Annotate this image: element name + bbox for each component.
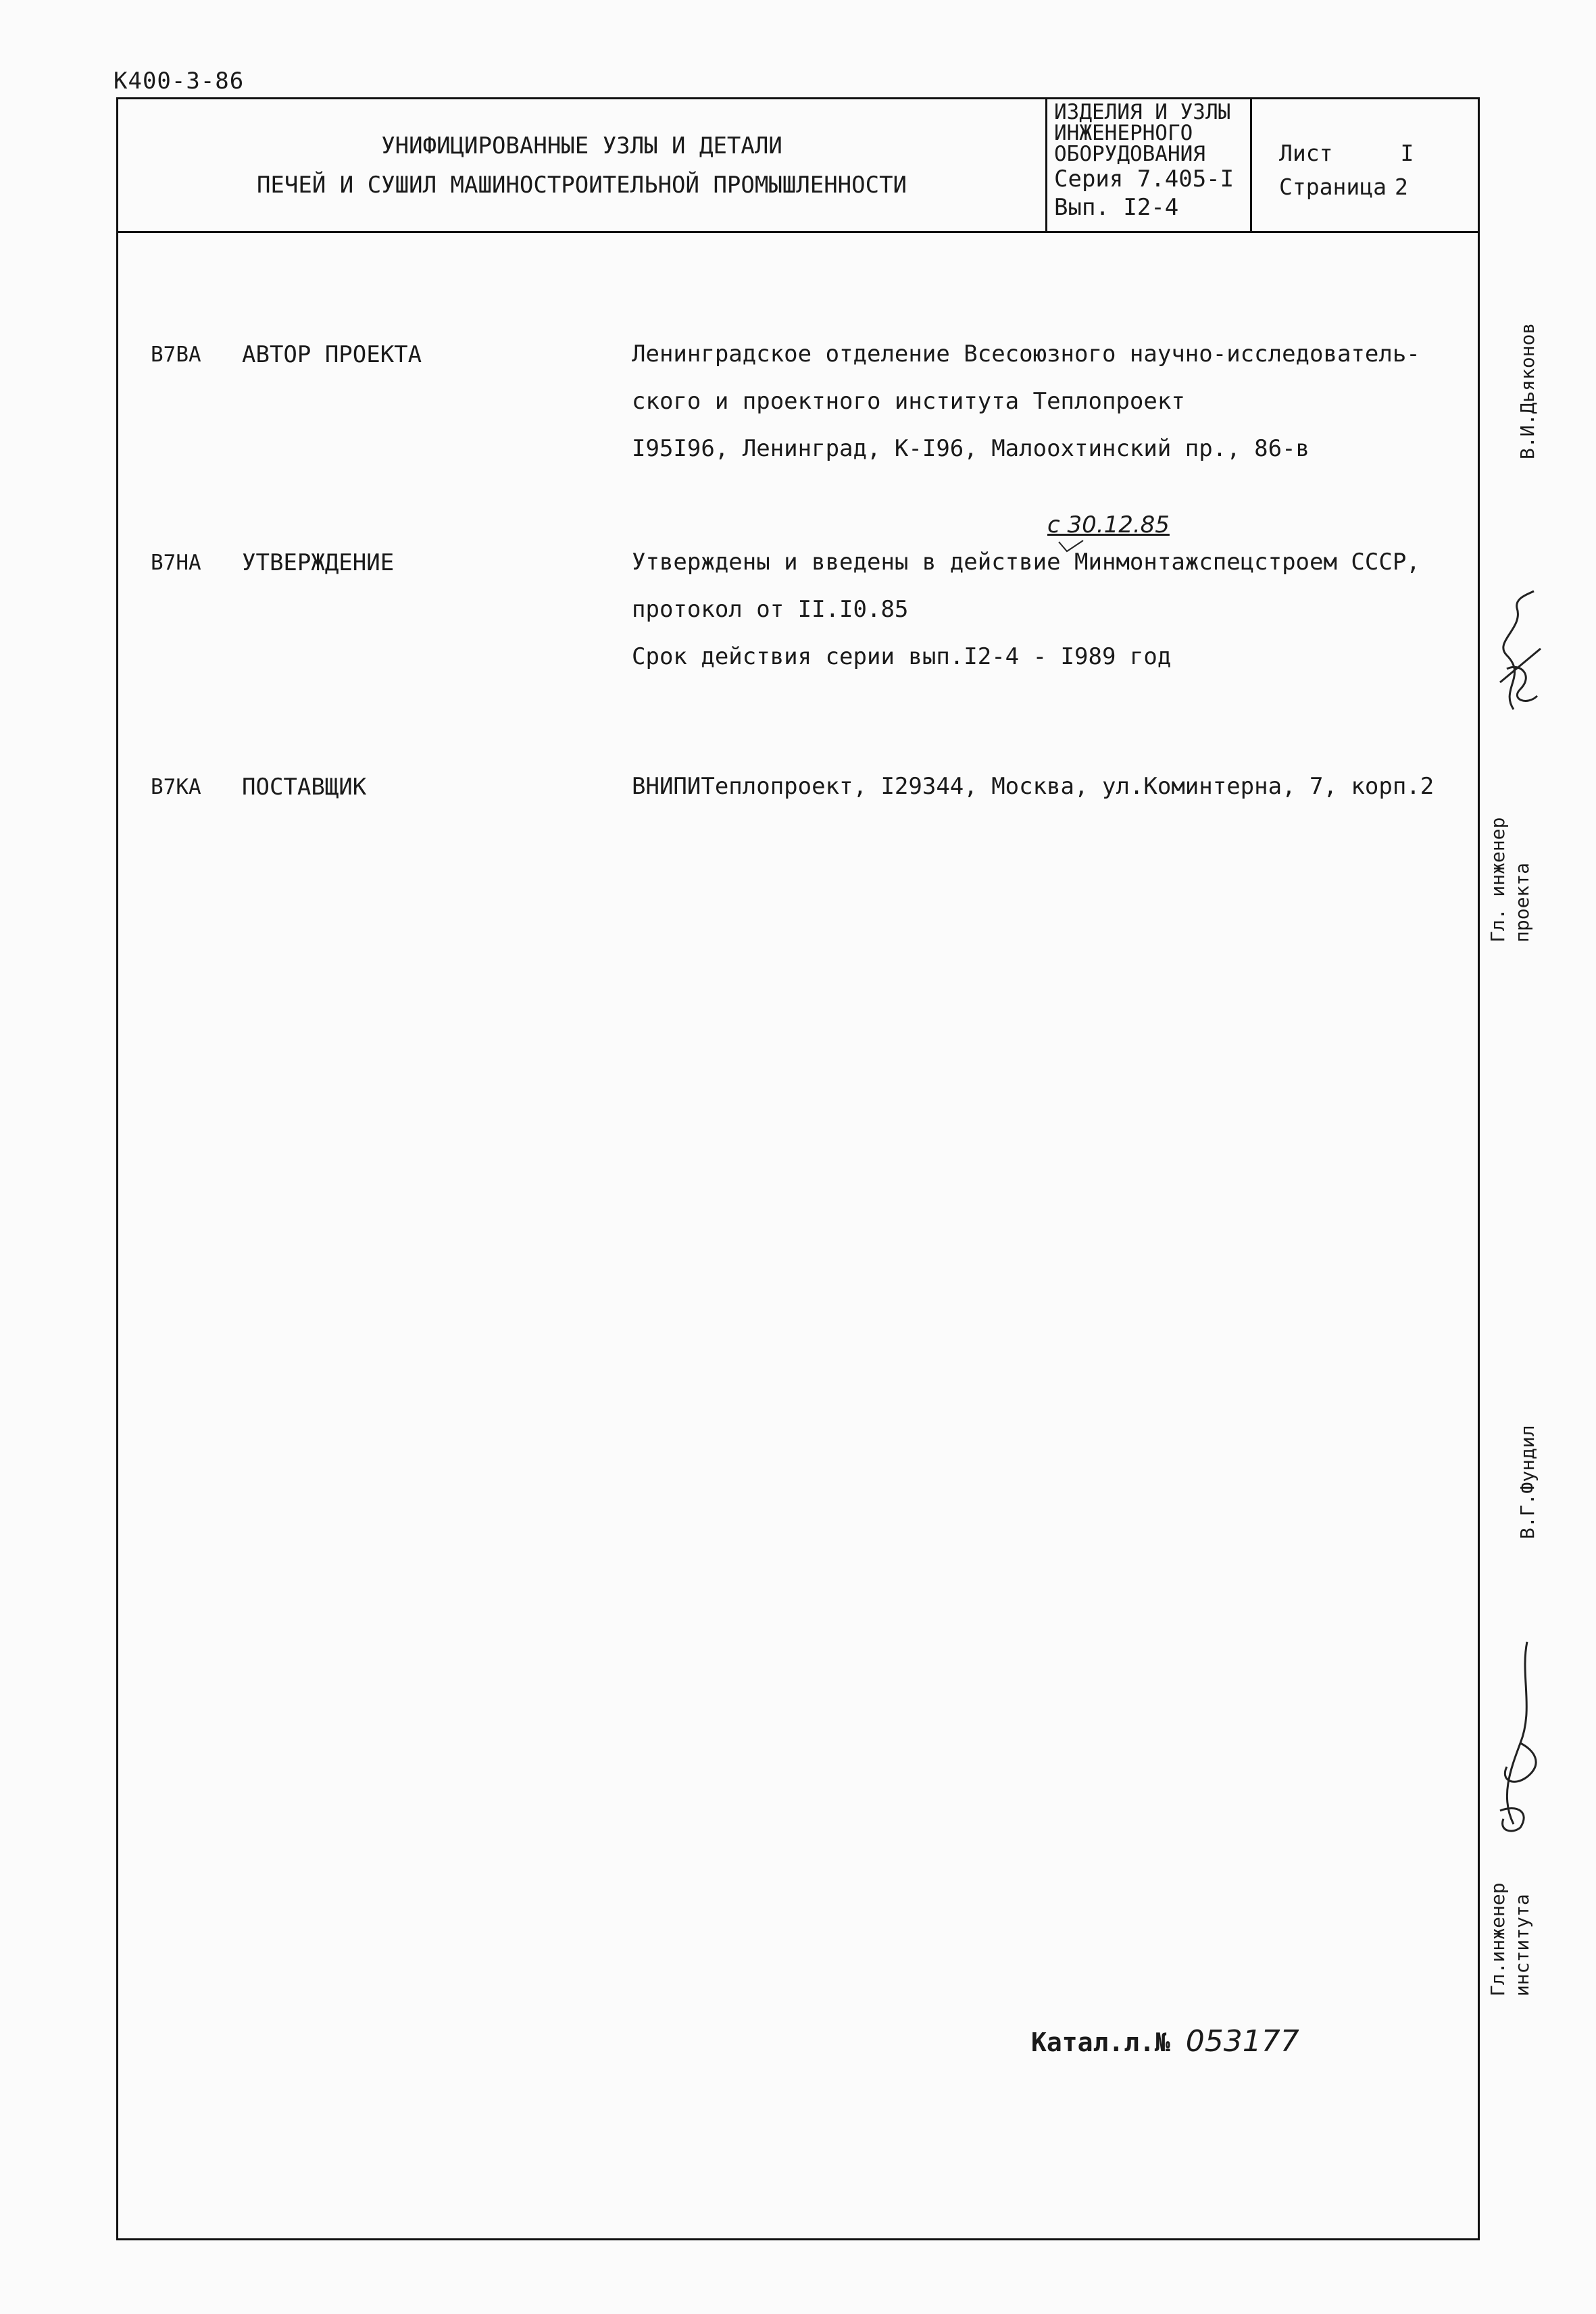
approval-line-1: Утверждены и введены в действие Минмонтажспецстроем СССР, bbox=[632, 549, 1420, 576]
author-content bbox=[632, 330, 1420, 472]
page-value: 2 bbox=[1394, 174, 1408, 200]
title-line-1: УНИФИЦИРОВАННЫЕ УЗЛЫ И ДЕТАЛИ bbox=[381, 132, 782, 159]
side-role-bottom-2: института bbox=[1511, 1894, 1533, 1996]
issue-number: Вып. I2-4 bbox=[1054, 194, 1179, 221]
series-line-2: ИНЖЕНЕРНОГО bbox=[1054, 121, 1193, 145]
side-name-top: В.И.Дьяконов bbox=[1516, 322, 1539, 459]
catalog-stamp bbox=[1031, 2024, 1299, 2059]
catalog-number: 053177 bbox=[1185, 2024, 1299, 2059]
series-line-1: ИЗДЕЛИЯ И УЗЛЫ bbox=[1054, 100, 1231, 124]
approval-code: В7НА bbox=[151, 551, 201, 575]
page-label: Страница bbox=[1279, 174, 1387, 200]
supplier-line-1: ВНИПИТеплопроект, I29344, Москва, ул.Коминтерна, 7, корп.2 bbox=[632, 773, 1435, 800]
sheet-cell bbox=[1252, 99, 1480, 231]
author-line-3: I95I96, Ленинград, К-I96, Малоохтинский пр., 86-в bbox=[632, 435, 1310, 462]
supplier-code: В7КА bbox=[151, 775, 201, 799]
sheet-value: I bbox=[1400, 140, 1414, 166]
approval-content bbox=[632, 538, 1420, 680]
title-cell bbox=[118, 99, 1047, 231]
author-code: В7ВА bbox=[151, 343, 201, 367]
document-frame bbox=[116, 97, 1480, 2240]
supplier-content bbox=[632, 763, 1434, 810]
title-line-2: ПЕЧЕЙ И СУШИЛ МАШИНОСТРОИТЕЛЬНОЙ ПРОМЫШЛЕННОСТИ bbox=[256, 171, 907, 199]
series-cell bbox=[1047, 99, 1252, 231]
sheet-label: Лист bbox=[1279, 140, 1333, 166]
catalog-label: Катал.л.№ bbox=[1031, 2028, 1170, 2057]
title-block bbox=[118, 99, 1478, 233]
supplier-label: ПОСТАВЩИК bbox=[242, 774, 367, 801]
series-line-3: ОБОРУДОВАНИЯ bbox=[1054, 142, 1205, 166]
series-number: Серия 7.405-I bbox=[1054, 166, 1235, 193]
signature-bottom-icon bbox=[1480, 1635, 1554, 1838]
signature-top-icon bbox=[1487, 588, 1547, 723]
author-line-2: ского и проектного института Теплопроект bbox=[632, 388, 1185, 415]
document-code: К400-3-86 bbox=[114, 68, 245, 95]
approval-line-2: протокол от II.I0.85 bbox=[632, 596, 909, 623]
approval-label: УТВЕРЖДЕНИЕ bbox=[242, 549, 395, 576]
author-label: АВТОР ПРОЕКТА bbox=[242, 341, 422, 368]
side-role-top-1: Гл. инженер bbox=[1487, 817, 1509, 942]
side-role-top-2: проекта bbox=[1511, 862, 1533, 942]
side-name-bottom: В.Г.Фундил bbox=[1516, 1425, 1539, 1539]
approval-date-note: с 30.12.85 bbox=[1047, 511, 1170, 538]
side-role-bottom-1: Гл.инженер bbox=[1487, 1882, 1509, 1996]
approval-line-3: Срок действия серии вып.I2-4 - I989 год bbox=[632, 643, 1172, 670]
author-line-1: Ленинградское отделение Всесоюзного научно-исследователь- bbox=[632, 341, 1420, 368]
